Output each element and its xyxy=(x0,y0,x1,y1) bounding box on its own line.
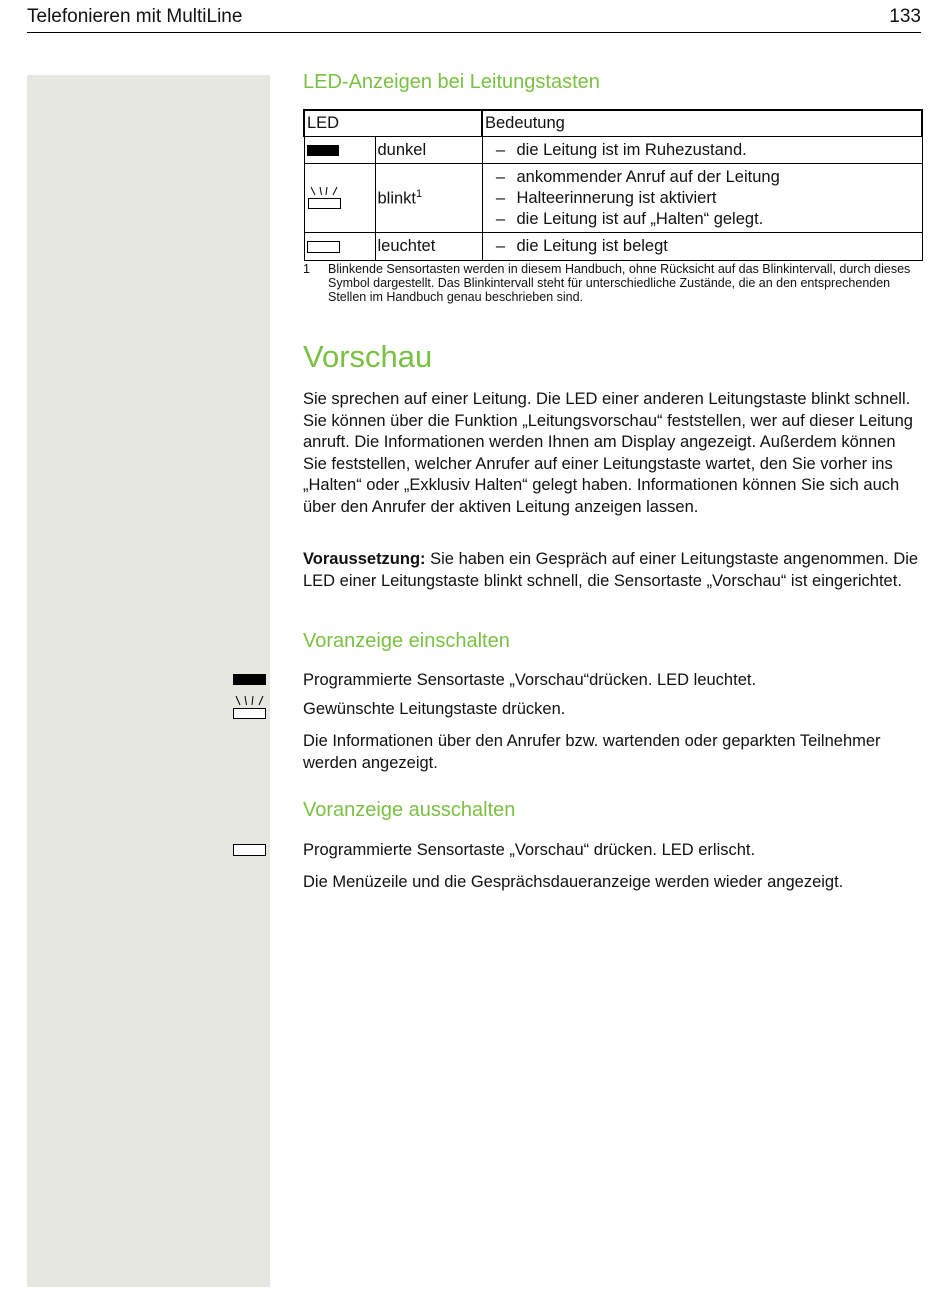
meaning-item: – Halteerinnerung ist aktiviert xyxy=(495,188,717,207)
subsection-heading-off: Voranzeige ausschalten xyxy=(303,799,516,821)
table-row xyxy=(304,233,922,261)
result-note: Die Menüzeile und die Gesprächsdaueranzeige werden wieder angezeigt. xyxy=(303,873,844,891)
prerequisite-label: Voraussetzung: xyxy=(303,550,426,568)
led-dark-icon xyxy=(307,145,339,156)
footnote-ref: 1 xyxy=(416,187,423,200)
header-title: Telefonieren mit MultiLine xyxy=(27,6,243,27)
led-dark-icon xyxy=(233,674,266,685)
table-row xyxy=(304,164,922,233)
led-blinking-icon xyxy=(307,186,343,210)
led-blinking-icon xyxy=(233,695,269,720)
intro-paragraph: Sie sprechen auf einer Leitung. Die LED einer anderen Leitungstaste blinkt schnell. Sie können über die Funktion „Leitungsvorschau“ feststellen, wer auf dieser Leitung anruft. Die Informationen werden Ihnen am Display angezeigt. Außerdem können Sie feststellen, welcher Anrufer auf einer Leitungstaste wartet, den Sie vorher ins „Halten“ oder „Exklusiv Halten“ gelegt haben. Informationen können Sie sich auch über den Anrufer der aktiven Leitung anzeigen lassen. xyxy=(303,390,913,516)
table-header-row xyxy=(304,110,922,137)
led-section-heading: LED-Anzeigen bei Leitungstasten xyxy=(303,71,600,93)
meaning-item: – die Leitung ist im Ruhezustand. xyxy=(495,140,747,159)
step-text: Gewünschte Leitungstaste drücken. xyxy=(303,700,566,718)
led-state: dunkel xyxy=(375,137,482,164)
prerequisite-text: Sie haben ein Gespräch auf einer Leitungstaste angenommen. Die LED einer Leitungstaste blinkt schnell, die Sensortaste „Vorschau“ ist eingerichtet. xyxy=(303,550,919,590)
footnote-text: Blinkende Sensortasten werden in diesem Handbuch, ohne Rücksicht auf das Blinkintervall, durch dieses Symbol dargestellt. Das Blinkintervall steht für unterschiedliche Zustände, die an den entsprechenden Stellen im Handbuch genau beschrieben sind. xyxy=(328,262,911,304)
led-lit-icon xyxy=(233,844,266,856)
meaning-item: – die Leitung ist belegt xyxy=(495,237,668,255)
footnote xyxy=(303,262,923,304)
prerequisite-paragraph xyxy=(303,549,921,592)
result-note: Die Informationen über den Anrufer bzw. wartenden oder geparkten Teilnehmer werden angezeigt. xyxy=(303,732,881,772)
section-title: Vorschau xyxy=(303,339,433,374)
page-number: 133 xyxy=(889,6,921,27)
led-table xyxy=(303,109,923,261)
led-lit-icon xyxy=(307,241,340,253)
subsection-heading-on: Voranzeige einschalten xyxy=(303,630,510,652)
table-row xyxy=(304,137,922,164)
led-state: leuchtet xyxy=(375,233,482,261)
step-text: Programmierte Sensortaste „Vorschau“ drücken. LED erlischt. xyxy=(303,841,756,859)
meaning-item: – ankommender Anruf auf der Leitung xyxy=(495,167,780,186)
footnote-number: 1 xyxy=(303,262,310,276)
column-header-meaning: Bedeutung xyxy=(482,110,922,137)
page-header xyxy=(27,6,921,33)
led-state: blinkt$^1$ xyxy=(375,164,482,233)
step-text: Programmierte Sensortaste „Vorschau“drücken. LED leuchtet. xyxy=(303,671,757,689)
meaning-item: – die Leitung ist auf „Halten“ gelegt. xyxy=(495,209,764,228)
column-header-led: LED xyxy=(304,110,482,137)
